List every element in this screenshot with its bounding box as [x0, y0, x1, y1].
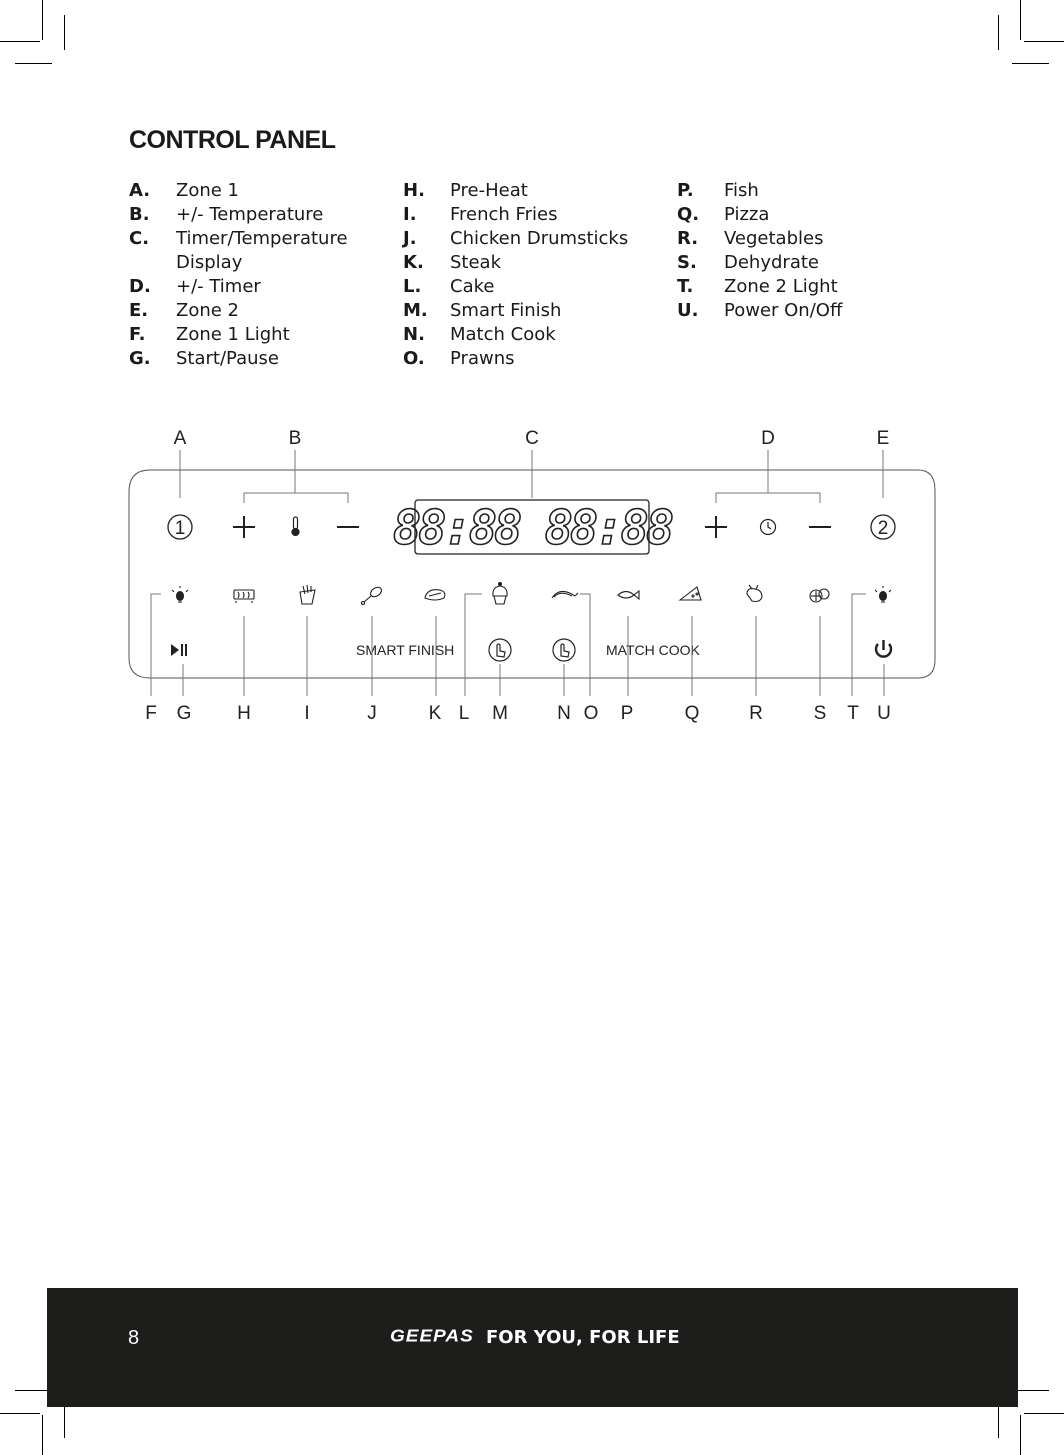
legend-column-2 [403, 179, 673, 371]
legend-item [677, 203, 947, 227]
legend-item [677, 251, 947, 275]
legend-text: Dehydrate [724, 252, 819, 273]
legend-text: Zone 2 [176, 300, 239, 321]
zone-1-light-icon[interactable] [172, 586, 188, 602]
crop-mark [998, 15, 999, 50]
pizza-icon[interactable] [680, 587, 701, 600]
callout-c: C [525, 428, 539, 449]
callout-s: S [813, 703, 827, 724]
legend-text: +/- Temperature [176, 204, 324, 225]
callout-d: D [761, 428, 775, 449]
legend-item [403, 299, 673, 323]
legend-letter: T. [677, 276, 694, 297]
callout-m: M [492, 703, 508, 724]
bottom-leader-lines [151, 594, 884, 696]
french-fries-icon[interactable] [300, 585, 315, 604]
legend-text: Steak [450, 252, 502, 273]
callout-h: H [237, 703, 251, 724]
crop-mark [64, 1403, 65, 1438]
callout-e: E [876, 428, 890, 449]
callout-i: I [304, 703, 310, 724]
footer-bar [47, 1288, 1018, 1407]
legend-letter: Q. [677, 204, 700, 225]
temperature-plus-button[interactable] [233, 516, 255, 538]
zone-2-light-icon[interactable] [875, 586, 891, 602]
legend-letter: L. [403, 276, 422, 297]
legend-item [403, 347, 673, 371]
legend-letter: P. [677, 180, 694, 201]
zone-1-label: 1 [174, 518, 186, 539]
page-number: 8 [128, 1327, 140, 1349]
display-digits: 88:88 88:88 [392, 501, 672, 556]
crop-mark [1012, 63, 1049, 64]
crop-mark [1024, 41, 1064, 42]
steak-icon[interactable] [425, 590, 445, 600]
crop-mark [0, 41, 40, 42]
legend-item [677, 299, 947, 323]
callout-b: B [288, 428, 302, 449]
callout-o: O [583, 703, 599, 724]
legend-text: Zone 1 Light [176, 324, 290, 345]
legend-text: Match Cook [450, 324, 556, 345]
legend-letter: A. [129, 180, 151, 201]
cake-icon[interactable] [493, 583, 507, 605]
legend-text: Zone 2 Light [724, 276, 838, 297]
legend-letter: N. [403, 324, 425, 345]
legend-letter: M. [403, 300, 428, 321]
brand-logo: GEEPAS [390, 1327, 474, 1346]
timer-plus-button[interactable] [705, 516, 727, 538]
legend-text: Chicken Drumsticks [450, 228, 629, 249]
smart-finish-label: SMART FINISH [356, 642, 455, 658]
legend-item [129, 179, 399, 203]
legend-text: Pizza [724, 204, 770, 225]
legend-text: Zone 1 [176, 180, 239, 201]
fish-icon[interactable] [618, 591, 639, 599]
clock-icon [761, 520, 776, 535]
thermometer-icon [292, 517, 299, 536]
callout-r: R [749, 703, 763, 724]
match-cook-button[interactable] [553, 639, 575, 661]
callout-q: Q [684, 703, 700, 724]
legend-item [403, 251, 673, 275]
legend-letter: F. [129, 324, 146, 345]
callout-n: N [557, 703, 571, 724]
smart-finish-button[interactable] [489, 639, 511, 661]
legend-item [129, 323, 399, 347]
vegetables-icon[interactable] [747, 585, 762, 602]
legend-column-3 [677, 179, 947, 323]
preheat-icon[interactable] [234, 590, 254, 603]
legend-text: Start/Pause [176, 348, 279, 369]
legend-text: French Fries [450, 204, 558, 225]
legend-letter: I. [403, 204, 417, 225]
timer-temperature-display [393, 500, 673, 556]
legend-item [403, 179, 673, 203]
callout-a: A [173, 428, 187, 449]
legend-letter: U. [677, 300, 699, 321]
crop-mark [1020, 0, 1021, 40]
crop-mark [64, 15, 65, 50]
legend-text: +/- Timer [176, 276, 261, 297]
control-panel-diagram [0, 420, 1064, 730]
legend-text: Vegetables [724, 228, 824, 249]
legend-letter: R. [677, 228, 699, 249]
legend-item [677, 275, 947, 299]
legend-text: Power On/Off [724, 300, 843, 321]
zone-1-button[interactable] [168, 515, 192, 539]
legend-letter: S. [677, 252, 697, 273]
legend-item [129, 227, 349, 275]
legend-letter: J. [403, 228, 417, 249]
legend-item [129, 299, 399, 323]
legend-item [129, 347, 399, 371]
crop-mark [1020, 1415, 1021, 1455]
legend-item [677, 179, 947, 203]
page-title: CONTROL PANEL [129, 126, 336, 154]
legend-item [129, 275, 399, 299]
legend-letter: O. [403, 348, 425, 369]
legend-item [129, 203, 399, 227]
callout-k: K [428, 703, 442, 724]
legend-text: Cake [450, 276, 495, 297]
crop-mark [42, 0, 43, 40]
legend-item [403, 275, 673, 299]
legend-item [677, 227, 947, 251]
zone-2-button[interactable] [871, 515, 895, 539]
callout-f: F [145, 703, 157, 724]
legend-letter: C. [129, 228, 150, 249]
crop-mark [15, 63, 52, 64]
match-cook-label: MATCH COOK [606, 642, 700, 658]
zone-2-label: 2 [877, 518, 889, 539]
legend-letter: K. [403, 252, 424, 273]
legend-text: Prawns [450, 348, 515, 369]
crop-mark [1024, 1413, 1064, 1414]
legend-column-1 [129, 179, 399, 371]
crop-mark [0, 1413, 40, 1414]
legend-text: Smart Finish [450, 300, 562, 321]
legend-text: Pre-Heat [450, 180, 528, 201]
legend-letter: E. [129, 300, 149, 321]
dehydrate-icon[interactable] [810, 589, 829, 602]
start-pause-button[interactable] [171, 644, 187, 656]
legend-item [403, 323, 673, 347]
prawn-icon[interactable] [552, 591, 578, 598]
callout-u: U [877, 703, 891, 724]
top-leader-lines [180, 450, 883, 503]
callout-g: G [176, 703, 192, 724]
legend-text: Timer/Temperature Display [176, 228, 348, 273]
legend-letter: B. [129, 204, 150, 225]
callout-j: J [367, 703, 377, 724]
brand-slogan: FOR YOU, FOR LIFE [486, 1327, 680, 1348]
callout-l: L [458, 703, 470, 724]
legend-item [403, 227, 673, 251]
power-button[interactable] [876, 640, 891, 657]
callout-t: T [847, 703, 859, 724]
crop-mark [42, 1415, 43, 1455]
legend-letter: D. [129, 276, 151, 297]
crop-mark [998, 1403, 999, 1438]
legend-text: Fish [724, 180, 759, 201]
chicken-drumstick-icon[interactable] [362, 585, 384, 604]
legend-letter: H. [403, 180, 425, 201]
legend-letter: G. [129, 348, 151, 369]
legend-item [403, 203, 673, 227]
callout-p: P [620, 703, 634, 724]
